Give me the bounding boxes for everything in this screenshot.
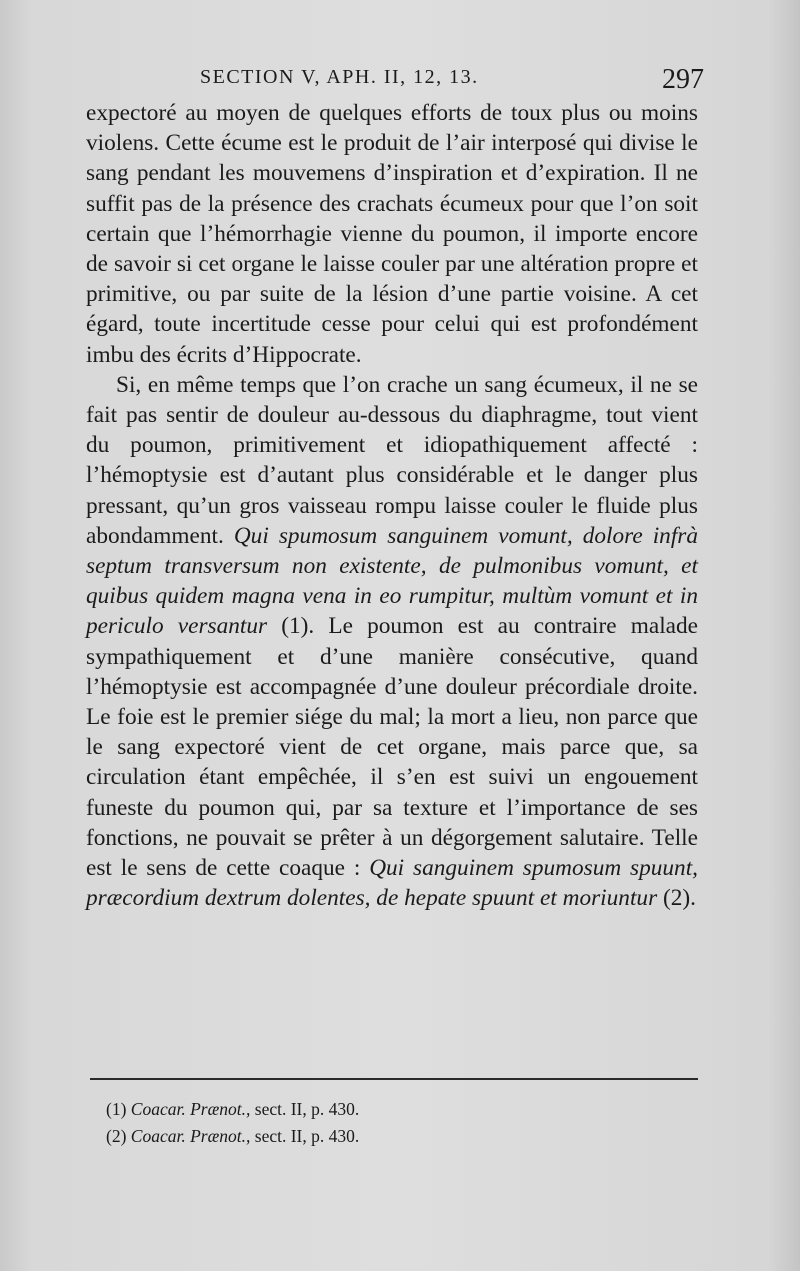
footnote-work: Coacar. Prænot., xyxy=(130,1126,251,1146)
page-number: 297 xyxy=(662,64,704,95)
latin-quote-1: Qui spumosum sanguinem vomunt, dolore infrà septum transversum non existente, de pulmonibus vomunt, et quibus quidem magna vena in eo rumpitur, multùm vomunt et in periculo versantur xyxy=(86,522,699,640)
latin-quote-2: Qui sanguinem spumosum spuunt, præcordium dextrum dolentes, de hepate spuunt et moriuntur xyxy=(86,855,698,912)
running-head xyxy=(200,60,704,96)
footnote-work: Coacar. Prænot., xyxy=(130,1099,251,1119)
footnote-reference: sect. II, p. 430. xyxy=(254,1126,360,1146)
paragraph-1: expectoré au moyen de quelques efforts de toux plus ou moins violens. Cette écume est le produit de l’air interposé qui divise le sang pendant les mouvemens d’inspiration et d’expiration. Il ne suffit pas de la présence des crachats écumeux pour que l’on soit certain que l’hémorrhagie vienne du poumon, il importe encore de savoir si cet organe le laisse couler par une altération propre et primitive, ou par suite de la lésion d’une partie voisine. A cet égard, toute incertitude cesse pour celui qui est profondément imbu des écrits d’Hippocrate. xyxy=(86,100,698,368)
footnote-marker: (2) xyxy=(106,1126,127,1146)
paragraph-2 xyxy=(86,370,698,914)
paragraph-2-intro: Si, en même temps que l’on crache un sang écumeux, il ne se fait pas sentir de douleur au-dessous du diaphragme, tout vient du poumon, primitivement et idiopathiquement affecté : l’hémoptysie est d’autant plus considérable et le danger plus pressant, qu’un gros vaisseau rompu laisse couler le fluide plus abondamment. xyxy=(86,371,698,549)
running-title: SECTION V, APH. II, 12, 13. xyxy=(200,66,479,88)
footnote-1 xyxy=(106,1096,666,1123)
footnote-reference: sect. II, p. 430. xyxy=(254,1099,360,1119)
footnote-divider xyxy=(90,1078,698,1080)
footnotes xyxy=(106,1096,666,1150)
footnote-ref-1: (1). xyxy=(281,613,315,640)
footnote-2 xyxy=(106,1123,666,1150)
footnote-marker: (1) xyxy=(106,1099,127,1119)
footnote-ref-2: (2). xyxy=(662,885,696,912)
paragraph-2-middle: Le poumon est au contraire malade sympathiquement et d’une manière consécutive, quand l’hémoptysie est accompagnée d’une douleur précordiale droite. Le foie est le premier siége du mal; la mort a lieu, non parce que le sang expectoré vient de cet organe, mais parce que, sa circulation étant empêchée, il s’en est suivi un engouement funeste du poumon qui, par sa texture et l’importance de ses fonctions, ne pouvait se prêter à un dégorgement salutaire. Telle est le sens de cette coaque : xyxy=(86,613,699,882)
main-text xyxy=(86,98,698,913)
